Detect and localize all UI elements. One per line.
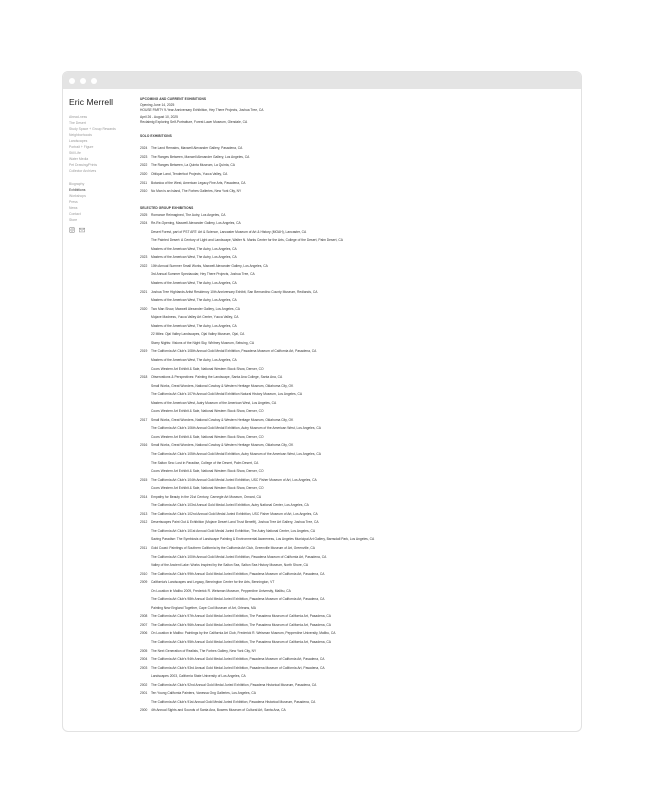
exhibition-title: The California Art Club's 92nd Annual Gold Medal Juried Exhibition, Pasadena Historical Museum, Pasadena, CA <box>151 682 317 687</box>
exhibition-row <box>140 629 580 638</box>
exhibition-row <box>140 450 580 459</box>
exhibition-title: The Land Remains, Maxwell Alexander Gallery, Pasadena, CA <box>151 146 243 151</box>
exhibition-row <box>140 144 580 153</box>
exhibition-title: 10th Annual Summer Small Works, Maxwell Alexander Gallery, Los Angeles, CA <box>151 263 268 268</box>
exhibition-row <box>140 535 580 544</box>
exhibition-row <box>140 279 580 288</box>
exhibition-title: Masters of the American West, Autry Museum of the American West, Los Angeles, CA <box>151 400 277 405</box>
exhibition-year <box>140 604 151 613</box>
exhibition-title: No Man is an Island, The Forbes Galleries, New York City, NY <box>151 189 242 194</box>
exhibition-row <box>140 313 580 322</box>
exhibition-year <box>140 527 151 536</box>
nav-item[interactable]: Press <box>69 200 78 204</box>
exhibition-year: 2006 <box>140 631 148 636</box>
exhibition-title: California's Landscapes and Legacy, Bennington Center for the Arts, Bennington, VT <box>151 580 275 585</box>
group-list <box>140 211 580 715</box>
exhibition-row <box>140 706 580 715</box>
exhibition-year <box>140 501 151 510</box>
exhibition-year <box>140 296 151 305</box>
exhibition-title: Two Man Show, Maxwell Alexander Gallery, Los Angeles, CA <box>151 306 240 311</box>
window-control-close[interactable] <box>69 78 75 84</box>
nav-item[interactable]: Landscapes <box>69 139 88 143</box>
exhibition-title: Oblique Land, Tenderfoot Projects, Yucca Valley, CA <box>151 172 228 177</box>
exhibition-year <box>140 407 151 416</box>
exhibition-row <box>140 561 580 570</box>
exhibition-year: 2025 <box>140 212 148 217</box>
exhibition-title: The California Art Club's 95th Annual Gold Medal Juried Exhibition, The Pasadena Museum of California Art, Pasadena, CA <box>151 640 331 644</box>
exhibition-row <box>140 672 580 681</box>
exhibition-row <box>140 153 580 162</box>
nav-item[interactable]: Still Life <box>69 151 81 155</box>
exhibition-row <box>140 416 580 425</box>
exhibition-row <box>140 578 580 587</box>
exhibition-title: Botanica of the West, American Legacy Fine Arts, Pasadena, CA <box>151 180 246 185</box>
exhibition-title: Mojave Madness, Yucca Valley Art Center, Yucca Valley, CA <box>151 315 239 320</box>
upcoming-date: Opening June 14, 2025 <box>140 103 175 107</box>
exhibition-title: The California Art Club's 93rd Annual Gold Medal Juried Exhibition, Pasadena Museum of California Art, Pasadena, CA <box>151 665 325 670</box>
nav-item[interactable]: The Desert <box>69 121 86 125</box>
primary-nav <box>69 114 137 174</box>
social-links <box>69 227 137 233</box>
exhibition-title: The Next Generation of Realists, The Forbes Gallery, New York City, NY <box>151 648 257 653</box>
exhibition-year: 2013 <box>140 511 148 516</box>
exhibition-row <box>140 347 580 356</box>
exhibition-year: 2018 <box>140 375 148 380</box>
exhibition-row <box>140 382 580 391</box>
exhibition-row <box>140 518 580 527</box>
exhibition-title: Masters of the American West, The Autry, Los Angeles, CA <box>151 246 237 251</box>
exhibition-row <box>140 407 580 416</box>
exhibition-year <box>140 245 151 254</box>
exhibition-row <box>140 621 580 630</box>
exhibition-row <box>140 296 580 305</box>
upcoming-heading: UPCOMING AND CURRENT EXHIBITIONS <box>140 97 207 101</box>
exhibition-year: 2014 <box>140 494 148 499</box>
exhibition-title: The Ranges Between, La Quinta Museum, La Quinta, CA <box>151 163 235 168</box>
exhibition-title: The Ranges Between, Maxwell Alexander Gallery, Los Angeles, CA <box>151 154 250 159</box>
exhibition-title: 3rd Annual Summer Spectacular, Hey There Projects, Joshua Tree, CA <box>151 272 255 277</box>
exhibition-year <box>140 236 151 245</box>
exhibition-row <box>140 339 580 348</box>
exhibition-row <box>140 245 580 254</box>
exhibition-year <box>140 424 151 433</box>
exhibition-title: The California Art Club's 108th Annual Gold Medal Exhibition, Pasadena Museum of California Art, Pasadena, CA <box>151 349 317 354</box>
email-icon[interactable] <box>79 227 85 233</box>
exhibition-row <box>140 493 580 502</box>
nav-item[interactable]: Pet Drawing/Prints <box>69 163 98 167</box>
exhibition-year: 2007 <box>140 622 148 627</box>
exhibition-row <box>140 664 580 673</box>
exhibition-title: Gold Coast: Paintings of Southern California by the California Art Club, Greenville Museum of Art, Greenville, CA <box>151 545 316 550</box>
exhibition-row <box>140 612 580 621</box>
exhibition-year <box>140 399 151 408</box>
exhibition-year: 2023 <box>140 255 148 260</box>
exhibition-row <box>140 399 580 408</box>
exhibition-year <box>140 228 151 237</box>
exhibition-row <box>140 219 580 228</box>
exhibition-row <box>140 262 580 271</box>
group-heading: SELECTED GROUP EXHIBITIONS <box>140 205 194 210</box>
exhibition-title: Coors Western Art Exhibit & Sale, National Western Stock Show, Denver, CO <box>151 486 264 491</box>
exhibition-row <box>140 587 580 596</box>
exhibition-year: 2012 <box>140 520 148 525</box>
exhibition-year <box>140 322 151 331</box>
nav-item[interactable]: Biography <box>69 182 85 186</box>
exhibition-year <box>140 638 151 647</box>
exhibition-row <box>140 604 580 613</box>
exhibition-year <box>140 382 151 391</box>
exhibition-year: 2010 <box>140 189 148 194</box>
nav-item[interactable]: Store <box>69 218 78 222</box>
exhibition-title: The California Art Club's 105th Annual Gold Medal Exhibition, Autry Museum of the American West, Los Angeles, CA <box>151 451 321 456</box>
upcoming-list <box>140 103 580 124</box>
exhibition-year: 2021 <box>140 289 148 294</box>
exhibition-year <box>140 587 151 596</box>
window-control-maximize[interactable] <box>91 78 97 84</box>
exhibition-title: Masters of the American West, The Autry, Los Angeles, CA <box>151 357 237 362</box>
exhibition-year <box>140 390 151 399</box>
exhibition-title: The California Art Club's 98th Annual Gold Medal Juried Exhibition, Pasadena Museum of California Art, Pasadena, CA <box>151 597 325 602</box>
exhibition-row <box>140 459 580 468</box>
exhibition-row <box>140 433 580 442</box>
upcoming-date: April 26 - August 10, 2025 <box>140 115 178 120</box>
exhibition-title: Re-Re-Opening, Maxwell Alexander Gallery, Los Angeles, CA <box>151 221 241 226</box>
exhibition-title: The California Art Club's 101st Annual Gold Medal Juried Exhibition, The Autry National Center, Los Angeles, CA <box>151 528 316 533</box>
exhibition-row <box>140 595 580 604</box>
exhibition-year: 2010 <box>140 571 148 576</box>
nav-item[interactable]: News <box>69 206 78 210</box>
exhibition-row <box>140 689 580 698</box>
exhibition-row <box>140 187 580 196</box>
exhibition-title: The California Art Club's 107th Annual Gold Medal Exhibition Natural History Museum, Los Angeles, CA <box>151 392 303 397</box>
exhibition-title: The California Art Club's 91st Annual Gold Medal Juried Exhibition, Pasadena Historical Museum, Pasadena, CA <box>151 699 316 704</box>
exhibition-title: Valley of the Ancient Lake: Works Inspired by the Salton Sea, Salton Sea History Museum, North Shore, CA <box>151 563 309 568</box>
exhibition-year: 2016 <box>140 443 148 448</box>
nav-item[interactable]: Neighborhoods <box>69 133 92 137</box>
exhibition-row <box>140 510 580 519</box>
exhibition-year <box>140 450 151 459</box>
nav-item[interactable]: Collector Archives <box>69 169 97 173</box>
exhibition-year: 2002 <box>140 682 148 687</box>
exhibition-row <box>140 441 580 450</box>
exhibition-year <box>140 279 151 288</box>
solo-heading: SOLO EXHIBITIONS <box>140 134 172 139</box>
exhibition-row <box>140 655 580 664</box>
exhibition-row <box>140 365 580 374</box>
exhibition-title: 4th Annual Sights and Sounds of Santa Ana, Bowers Museum of Cultural Art, Santa Ana, CA <box>151 708 286 713</box>
exhibition-row <box>140 330 580 339</box>
exhibition-year: 2000 <box>140 708 148 713</box>
exhibition-title: Coors Western Art Exhibit & Sale, National Western Stock Show, Denver, CO <box>151 469 264 474</box>
window-titlebar <box>63 72 581 89</box>
nav-item[interactable]: Exhibitions <box>69 188 86 192</box>
exhibition-row <box>140 179 580 188</box>
exhibition-row <box>140 322 580 331</box>
exhibition-year <box>140 365 151 374</box>
exhibition-title: The Salton Sea: Lost in Paradise, College of the Desert, Palm Desert, CA <box>151 460 259 465</box>
exhibition-title: Landscapes 2003, California State University of Los Angeles, CA <box>151 674 246 679</box>
exhibition-title: Empathy for Beauty in the 21st Century, Carnegie Art Museum, Oxnard, CA <box>151 494 262 499</box>
exhibition-title: Observations & Perspectives: Painting the Landscape, Santa Ana College, Santa Ana, CA <box>151 375 283 380</box>
exhibition-title: Ten Young California Painters, Vanessa Ong Galleries, Los Angeles, CA <box>151 691 256 696</box>
exhibition-title: Small Works, Great Wonders, National Cowboy & Western Heritage Museum, Oklahoma City, OK <box>151 383 294 388</box>
exhibition-row <box>140 390 580 399</box>
exhibition-year: 2011 <box>140 545 148 550</box>
exhibition-row <box>140 356 580 365</box>
exhibition-row <box>140 288 580 297</box>
exhibition-year: 2022 <box>140 163 148 168</box>
exhibition-title: Coors Western Art Exhibit & Sale, National Western Stock Show, Denver, CO <box>151 366 264 371</box>
nav-item[interactable]: Workshops <box>69 194 86 198</box>
exhibition-year: 2011 <box>140 180 148 185</box>
exhibition-title: The California Art Club's 100th Annual Gold Medal Juried Exhibition, Pasadena Museum of California Art, Pasadena, CA <box>151 554 327 559</box>
exhibition-row <box>140 228 580 237</box>
exhibition-year: 2022 <box>140 263 148 268</box>
exhibition-year <box>140 595 151 604</box>
exhibition-year <box>140 330 151 339</box>
exhibition-year <box>140 672 151 681</box>
exhibition-title: The Painted Desert: A Century of Light and Landscape, Walter N. Marks Center for the Arts, College of the Desert, Palm Desert, CA <box>151 238 343 243</box>
exhibition-row <box>140 467 580 476</box>
exhibition-row <box>140 170 580 179</box>
exhibition-year <box>140 698 151 707</box>
nav-item[interactable]: Contact <box>69 212 81 216</box>
exhibition-title: Starry Nights: Visions of the Night Sky, Whitney Museum, Sebuing, CA <box>151 340 255 345</box>
exhibition-title: Masters of the American West, The Autry, Los Angeles, CA <box>151 298 237 303</box>
upcoming-entry <box>140 103 580 112</box>
exhibition-year <box>140 459 151 468</box>
sidebar <box>69 97 137 233</box>
nav-item[interactable]: Portrait + Figure <box>69 145 94 149</box>
instagram-icon[interactable] <box>69 227 75 233</box>
exhibition-title: Coors Western Art Exhibit & Sale, National Western Stock Show, Denver, CO <box>151 409 264 414</box>
exhibition-title: Romance Reimagined, The Autry, Los Angeles, CA <box>151 212 226 217</box>
exhibition-year <box>140 484 151 493</box>
exhibition-year: 2009 <box>140 580 148 585</box>
exhibition-title: Masters of the American West, The Autry, Los Angeles, CA <box>151 281 237 286</box>
exhibition-year: 2015 <box>140 477 148 482</box>
exhibition-year: 2005 <box>140 648 148 653</box>
exhibition-title: Desertscapes Paint Out & Exhibition (Mojave Desert Land Trust Benefit), Joshua Tree Art Gallery, Joshua Tree, CA <box>151 520 319 525</box>
exhibition-year: 2004 <box>140 657 148 662</box>
exhibition-year: 2019 <box>140 349 148 354</box>
browser-window <box>62 71 582 732</box>
exhibition-title: The California Art Club's 104th Annual Gold Medal Juried Exhibition, USC Fisher Museum of Art, Los Angeles, CA <box>151 477 317 482</box>
exhibition-year <box>140 553 151 562</box>
exhibition-title: Painting New England Together, Cape Cod Museum of Art, Orleans, MA <box>151 605 256 610</box>
exhibition-title: The California Art Club's 94th Annual Gold Medal Juried Exhibition, Pasadena Museum of California Art, Pasadena, CA <box>151 657 325 662</box>
exhibition-row <box>140 544 580 553</box>
site-title[interactable]: Eric Merrell <box>69 97 114 107</box>
exhibition-row <box>140 305 580 314</box>
exhibition-title: The California Art Club's 106th Annual Gold Medal Exhibition, Autry Museum of the American West, Los Angeles, CA <box>151 426 321 431</box>
exhibition-year: 2024 <box>140 146 148 151</box>
exhibition-year: 2020 <box>140 306 148 311</box>
window-control-minimize[interactable] <box>80 78 86 84</box>
exhibition-row <box>140 527 580 536</box>
exhibition-row <box>140 253 580 262</box>
exhibition-title: The California Art Club's 97th Annual Gold Medal Juried Exhibition, The Pasadena Museum of California Art, Pasadena, CA <box>151 614 331 619</box>
nav-item[interactable]: Ahead-ness <box>69 115 88 119</box>
exhibition-title: The California Art Club's 103rd Annual Gold Medal Juried Exhibition, Autry National Center, Los Angeles, CA <box>151 503 309 508</box>
exhibition-year: 2024 <box>140 221 148 226</box>
exhibition-row <box>140 270 580 279</box>
exhibition-row <box>140 476 580 485</box>
exhibition-year <box>140 561 151 570</box>
exhibition-title: Masters of the American West, The Autry, Los Angeles, CA <box>151 255 237 260</box>
exhibition-row <box>140 698 580 707</box>
upcoming-title: HOUSE PARTY 9-Year Anniversary Exhibition, Hey There Projects, Joshua Tree, CA <box>140 107 264 112</box>
exhibition-row <box>140 647 580 656</box>
exhibition-title: The California Art Club's 96th Annual Gold Medal Juried Exhibition, The Pasadena Museum of California Art, Pasadena, CA <box>151 622 331 627</box>
solo-list <box>140 144 580 195</box>
exhibition-row <box>140 570 580 579</box>
exhibition-year: 2008 <box>140 614 148 619</box>
exhibition-title: Desert Forest, part of PST ART: Art & Science, Lancaster Museum of Art & History (MOAH), Lancaster, CA <box>151 229 307 234</box>
exhibition-title: On Location in Malibu 2009, Frederick R. Weisman Museum, Pepperdine University, Malibu, CA <box>151 588 291 593</box>
upcoming-entry <box>140 115 580 124</box>
exhibition-year: 2023 <box>140 154 148 159</box>
exhibition-title: Coors Western Art Exhibit & Sale, National Western Stock Show, Denver, CO <box>151 434 264 439</box>
exhibition-year <box>140 467 151 476</box>
exhibition-year: 2017 <box>140 417 148 422</box>
exhibition-title: 22 Miles: Ojai Valley Landscapes, Ojai Valley Museum, Ojai, CA <box>151 332 245 337</box>
exhibition-row <box>140 638 580 647</box>
exhibition-row <box>140 211 580 220</box>
exhibition-row <box>140 373 580 382</box>
exhibition-year <box>140 433 151 442</box>
upcoming-title: Reclaimig Exploring Self-Portraiture, Forest Lawn Museum, Glendale, CA <box>140 119 248 124</box>
exhibition-row <box>140 161 580 170</box>
exhibition-title: Small Works, Great Wonders, National Cowboy & Western Heritage Museum, Oklahoma City, OK <box>151 417 294 422</box>
exhibition-row <box>140 424 580 433</box>
nav-item[interactable]: Study Space + Group Rewards <box>69 127 116 131</box>
exhibition-year <box>140 339 151 348</box>
exhibition-year <box>140 270 151 279</box>
nav-item[interactable]: Water Media <box>69 157 89 161</box>
exhibition-row <box>140 501 580 510</box>
exhibition-year <box>140 356 151 365</box>
exhibition-title: Masters of the American West, The Autry, Los Angeles, CA <box>151 323 237 328</box>
exhibition-title: On Location in Malibu: Paintings by the California Art Club, Frederick R. Weisman Museum, Pepperdine University, Malibu, CA <box>151 631 336 636</box>
exhibition-title: Small Works, Great Wonders, National Cowboy & Western Heritage Museum, Oklahoma City, OK <box>151 443 294 448</box>
exhibition-year: 2001 <box>140 691 148 696</box>
exhibition-year: 2020 <box>140 172 148 177</box>
exhibition-title: Joshua Tree Highlands Artist Residency 10th Anniversary Exhibit, San Bernardino County Museum, Redlands, CA <box>151 289 318 294</box>
secondary-nav <box>69 181 137 223</box>
exhibition-year <box>140 313 151 322</box>
exhibition-year: 2003 <box>140 665 148 670</box>
exhibition-title: The California Art Club's 102nd Annual Gold Medal Juried Exhibition, USC Fisher Museum of Art, Los Angeles, CA <box>151 511 318 516</box>
exhibition-row <box>140 553 580 562</box>
exhibition-year <box>140 535 151 544</box>
exhibition-row <box>140 236 580 245</box>
exhibitions-content <box>140 96 580 715</box>
exhibition-title: The California Art Club's 99th Annual Gold Medal Juried Exhibition, Pasadena Museum of California Art, Pasadena, CA <box>151 571 325 576</box>
exhibition-title: Saving Paradise: The Symbiosis of Landscape Painting & Environmental Awareness, Los Angeles Municipal Art Gallery, Barnsdall Park, Los Angeles, CA <box>151 537 375 542</box>
exhibition-row <box>140 484 580 493</box>
exhibition-row <box>140 681 580 690</box>
